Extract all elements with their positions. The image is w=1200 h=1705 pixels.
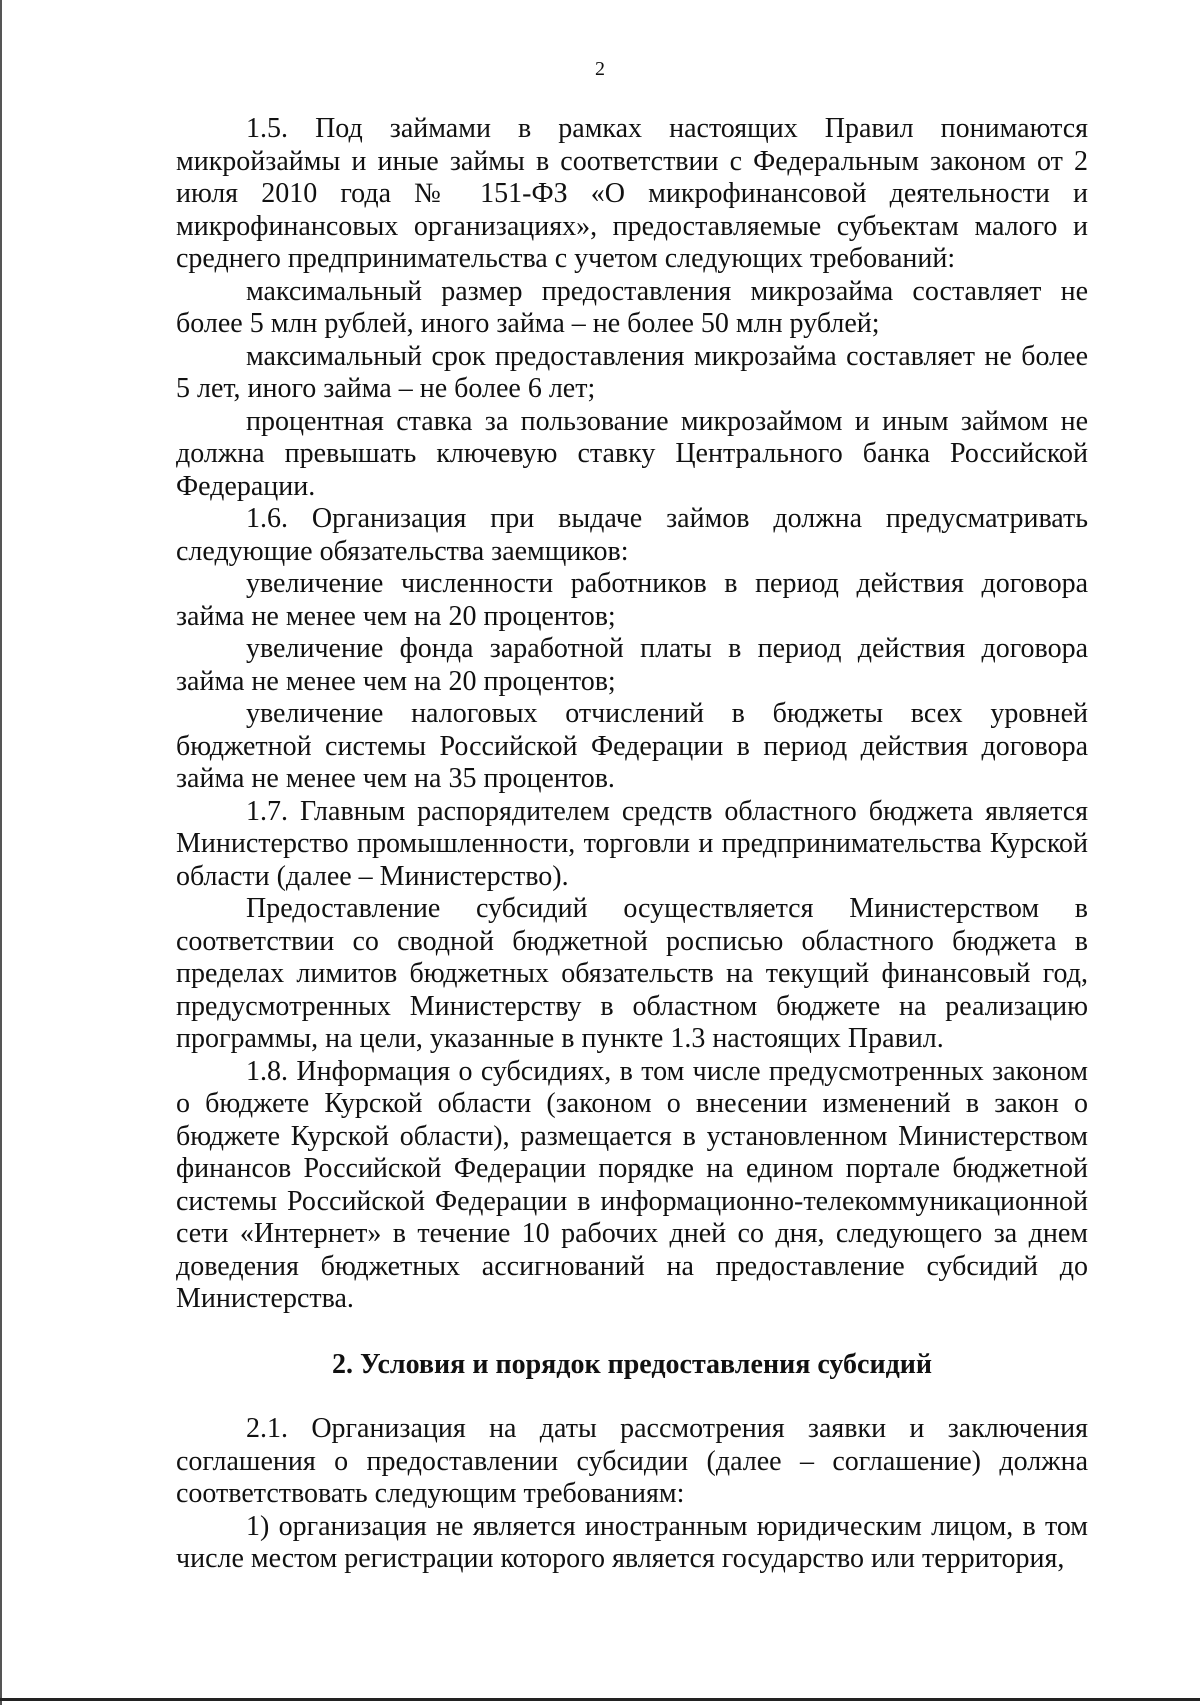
paragraph-tax: увеличение налоговых отчислений в бюджеты всех уровней бюджетной системы Российской Федерации в период действия договора займа не менее чем на 35 процентов.	[176, 698, 1088, 794]
scan-edge-left	[0, 0, 2, 1705]
paragraph-payroll: увеличение фонда заработной платы в период действия договора займа не менее чем на 20 процентов;	[176, 633, 1088, 697]
paragraph-employees: увеличение численности работников в период действия договора займа не менее чем на 20 процентов;	[176, 568, 1088, 632]
paragraph-1-6: 1.6. Организация при выдаче займов должна предусматривать следующие обязательства заемщиков:	[176, 503, 1088, 567]
document-body	[176, 113, 1088, 1576]
paragraph-interest-rate: процентная ставка за пользование микрозаймом и иным займом не должна превышать ключевую ставку Центрального банка Российской Федерации.	[176, 405, 1088, 502]
paragraph-1-7: 1.7. Главным распорядителем средств областного бюджета является Министерство промышленности, торговли и предпринимательства Курской области (далее – Министерство).	[176, 795, 1088, 892]
paragraph-2-1: 2.1. Организация на даты рассмотрения заявки и заключения соглашения о предоставлении субсидии (далее – соглашение) должна соответствовать следующим требованиям:	[176, 1413, 1088, 1509]
paragraph-1-5: 1.5. Под займами в рамках настоящих Правил понимаются микройзаймы и иные займы в соответствии с Федеральным законом от 2 июля 2010 года № 151-ФЗ «О микрофинансовой деятельности и микрофинансовых организациях», предоставляемые субъектам малого и среднего предпринимательства с учетом следующих требований:	[176, 113, 1088, 274]
page-number: 2	[595, 58, 605, 80]
paragraph-subsidy-provision: Предоставление субсидий осуществляется Министерством в соответствии со сводной бюджетной росписью областного бюджета в пределах лимитов бюджетных обязательств на текущий финансовый год, предусмотренных Министерству в областном бюджете на реализацию программы, на цели, указанные в пункте 1.3 настоящих Правил.	[176, 893, 1088, 1054]
section-2-heading: 2. Условия и порядок предоставления субсидий	[331, 1348, 933, 1380]
paragraph-2-1-item-1: 1) организация не является иностранным юридическим лицом, в том числе местом регистрации которого является государство или территория,	[176, 1510, 1088, 1574]
paragraph-max-amount: максимальный размер предоставления микрозайма составляет не более 5 млн рублей, иного займа – не более 50 млн рублей;	[176, 275, 1088, 339]
paragraph-max-term: максимальный срок предоставления микрозайма составляет не более 5 лет, иного займа – не более 6 лет;	[176, 340, 1088, 404]
paragraph-1-8: 1.8. Информация о субсидиях, в том числе предусмотренных законом о бюджете Курской области (законом о внесении изменений в закон о бюджете Курской области), размещается в установленном Министерством финансов Российской Федерации порядке на едином портале бюджетной системы Российской Федерации в информационно-телекоммуникационной сети «Интернет» в течение 10 рабочих дней со дня, следующего за днем доведения бюджетных ассигнований на предоставление субсидий до Министерства.	[176, 1055, 1088, 1314]
scan-edge-bottom	[0, 1698, 1200, 1701]
